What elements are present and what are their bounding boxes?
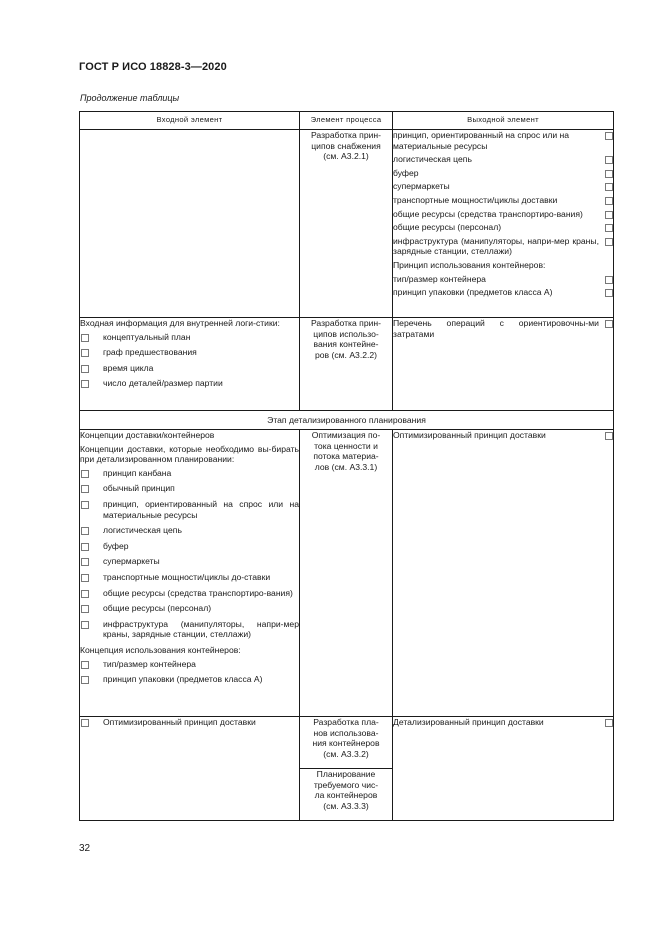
column-header-input: Входной элемент bbox=[80, 112, 300, 130]
checkbox[interactable] bbox=[605, 170, 613, 178]
input-item-text: общие ресурсы (средства транспортиро-вания) bbox=[103, 587, 293, 598]
input-item-text: супермаркеты bbox=[103, 556, 160, 567]
checkbox[interactable] bbox=[81, 661, 89, 669]
process-line: ров (см. А3.2.2) bbox=[314, 349, 378, 360]
process-line: ла контейнеров bbox=[314, 790, 378, 801]
output-item bbox=[393, 274, 613, 285]
process-line: Разработка прин- bbox=[310, 130, 382, 140]
input-item bbox=[80, 525, 299, 536]
process-cell bbox=[300, 318, 393, 411]
input-item-text: транспортные мощности/циклы до-ставки bbox=[103, 571, 271, 582]
input-item-text: граф предшествования bbox=[103, 347, 197, 358]
input-item-text: число деталей/размер партии bbox=[103, 378, 223, 389]
output-item bbox=[393, 287, 613, 298]
process-line: Разработка прин- bbox=[310, 318, 382, 328]
input-item-text: принцип, ориентированный на спрос или на материальные ресурсы bbox=[103, 498, 299, 520]
output-item-text: принцип, ориентированный на спрос или на материальные ресурсы bbox=[393, 130, 570, 151]
process-cell bbox=[300, 717, 393, 769]
checkbox[interactable] bbox=[605, 238, 613, 246]
output-item-text: буфер bbox=[393, 167, 419, 178]
process-line: Разработка пла- bbox=[313, 717, 379, 727]
checkbox[interactable] bbox=[81, 676, 89, 684]
output-cell bbox=[393, 318, 614, 411]
checkbox[interactable] bbox=[81, 574, 89, 582]
input-item bbox=[80, 572, 299, 583]
output-item bbox=[393, 222, 613, 233]
output-item-text: принцип упаковки (предметов класса А) bbox=[393, 287, 553, 298]
table-row bbox=[80, 717, 614, 769]
output-item-text: логистическая цепь bbox=[393, 154, 472, 165]
input-cell bbox=[80, 318, 300, 411]
input-item bbox=[80, 347, 299, 358]
output-item-text: транспортные мощности/циклы доставки bbox=[393, 194, 558, 205]
process-line: потока материа- bbox=[313, 451, 379, 462]
checkbox[interactable] bbox=[81, 543, 89, 551]
checkbox[interactable] bbox=[605, 289, 613, 297]
checkbox[interactable] bbox=[605, 132, 613, 140]
process-cell bbox=[300, 430, 393, 717]
table-header-row bbox=[80, 112, 614, 130]
output-item-text: тип/размер контейнера bbox=[393, 273, 486, 284]
input-item bbox=[80, 603, 299, 614]
input-title: Входная информация для внутренней логи-стики: bbox=[80, 318, 280, 328]
process-line: лов (см. А3.3.1) bbox=[314, 461, 378, 472]
checkbox[interactable] bbox=[81, 365, 89, 373]
input-item-text: время цикла bbox=[103, 362, 154, 373]
output-item bbox=[393, 318, 613, 339]
output-item bbox=[393, 154, 613, 165]
stage-label: Этап детализированного планирования bbox=[80, 411, 614, 430]
checkbox[interactable] bbox=[81, 334, 89, 342]
input-cell bbox=[80, 430, 300, 717]
input-item-text: буфер bbox=[103, 540, 129, 551]
output-item bbox=[393, 717, 613, 728]
output-item-text: Принцип использования контейнеров: bbox=[393, 259, 546, 270]
checkbox[interactable] bbox=[81, 590, 89, 598]
output-item bbox=[393, 195, 613, 206]
column-header-process: Элемент процесса bbox=[300, 112, 393, 130]
input-item bbox=[80, 468, 299, 479]
process-line: нов использова- bbox=[313, 727, 379, 738]
document-code: ГОСТ Р ИСО 18828-3—2020 bbox=[79, 61, 227, 73]
input-item-text: инфраструктура (манипуляторы, напри-мер краны, зарядные станции, стеллажи) bbox=[103, 618, 299, 640]
checkbox[interactable] bbox=[81, 485, 89, 493]
output-item bbox=[393, 168, 613, 179]
input-item bbox=[80, 332, 299, 343]
output-item-text: общие ресурсы (персонал) bbox=[393, 222, 502, 233]
process-line: (см. А3.3.2) bbox=[323, 748, 369, 759]
process-line: ципов использо- bbox=[313, 328, 379, 339]
process-line: требуемого чис- bbox=[313, 779, 379, 790]
checkbox[interactable] bbox=[605, 719, 613, 727]
input-cell-empty bbox=[80, 130, 300, 318]
checkbox[interactable] bbox=[605, 197, 613, 205]
process-line: (см. А3.2.1) bbox=[323, 151, 369, 162]
checkbox[interactable] bbox=[605, 224, 613, 232]
checkbox[interactable] bbox=[605, 183, 613, 191]
input-item-text: логистическая цепь bbox=[103, 525, 182, 536]
input-item bbox=[80, 363, 299, 374]
checkbox[interactable] bbox=[81, 527, 89, 535]
output-item-text: супермаркеты bbox=[393, 181, 450, 192]
input-item-text: концептуальный план bbox=[103, 331, 191, 342]
process-cell bbox=[300, 769, 393, 821]
input-heading: Концепции доставки, которые необходимо вы-бирать при детализированном планировании: bbox=[80, 443, 299, 465]
table-continuation-label: Продолжение таблицы bbox=[80, 93, 180, 103]
process-line: ния контейнеров bbox=[312, 738, 380, 749]
output-item-text: Оптимизированный принцип доставки bbox=[393, 430, 546, 440]
page-number: 32 bbox=[79, 843, 91, 854]
output-item bbox=[393, 130, 613, 151]
input-item bbox=[80, 588, 299, 599]
output-item-text: общие ресурсы (средства транспортиро-вания) bbox=[393, 208, 583, 219]
output-item bbox=[393, 260, 613, 271]
input-item bbox=[80, 674, 299, 685]
process-line: ципов снабжения bbox=[311, 140, 381, 151]
checkbox[interactable] bbox=[81, 380, 89, 388]
checkbox[interactable] bbox=[81, 605, 89, 613]
input-cell bbox=[80, 717, 300, 821]
output-cell bbox=[393, 430, 614, 717]
input-item-text: обычный принцип bbox=[103, 483, 175, 494]
process-line: вания контейне- bbox=[313, 339, 379, 350]
output-cell bbox=[393, 717, 614, 821]
input-item-text: принцип упаковки (предметов класса А) bbox=[103, 674, 263, 685]
checkbox[interactable] bbox=[605, 156, 613, 164]
process-table bbox=[79, 111, 614, 821]
output-item bbox=[393, 209, 613, 220]
input-heading: Концепция использования контейнеров: bbox=[80, 644, 241, 655]
checkbox[interactable] bbox=[81, 349, 89, 357]
input-item-text: тип/размер контейнера bbox=[103, 658, 196, 669]
process-line: Планирование bbox=[316, 769, 376, 779]
process-cell bbox=[300, 130, 393, 318]
input-item-text: принцип канбана bbox=[103, 467, 172, 478]
checkbox[interactable] bbox=[605, 211, 613, 219]
checkbox[interactable] bbox=[605, 432, 613, 440]
input-heading: Концепции доставки/контейнеров bbox=[80, 430, 215, 440]
checkbox[interactable] bbox=[81, 719, 89, 727]
input-item bbox=[80, 619, 299, 640]
input-item bbox=[80, 378, 299, 389]
input-item-text: общие ресурсы (персонал) bbox=[103, 603, 212, 614]
table-row bbox=[80, 130, 614, 318]
input-item bbox=[80, 483, 299, 494]
checkbox[interactable] bbox=[81, 558, 89, 566]
output-item-text: Перечень операций с ориентировочны-ми затратами bbox=[393, 318, 599, 339]
column-header-output: Выходной элемент bbox=[393, 112, 614, 130]
output-item bbox=[393, 181, 613, 192]
checkbox[interactable] bbox=[81, 621, 89, 629]
table-row bbox=[80, 318, 614, 411]
process-line: Оптимизация по- bbox=[311, 430, 381, 440]
stage-row bbox=[80, 411, 614, 430]
checkbox[interactable] bbox=[605, 276, 613, 284]
output-cell bbox=[393, 130, 614, 318]
output-item-text: Детализированный принцип доставки bbox=[393, 717, 544, 727]
input-item bbox=[80, 499, 299, 520]
output-item bbox=[393, 430, 613, 441]
input-item bbox=[80, 541, 299, 552]
checkbox[interactable] bbox=[81, 470, 89, 478]
input-item-text: Оптимизированный принцип доставки bbox=[103, 717, 256, 727]
output-item-text: инфраструктура (манипуляторы, напри-мер краны, зарядные станции, стеллажи) bbox=[393, 235, 599, 257]
process-line: (см. А3.3.3) bbox=[323, 800, 369, 811]
output-item bbox=[393, 236, 613, 257]
input-item bbox=[80, 717, 299, 728]
checkbox[interactable] bbox=[605, 320, 613, 328]
input-item bbox=[80, 556, 299, 567]
process-line: тока ценности и bbox=[314, 440, 378, 451]
input-item bbox=[80, 659, 299, 670]
checkbox[interactable] bbox=[81, 501, 89, 509]
table-row bbox=[80, 430, 614, 717]
